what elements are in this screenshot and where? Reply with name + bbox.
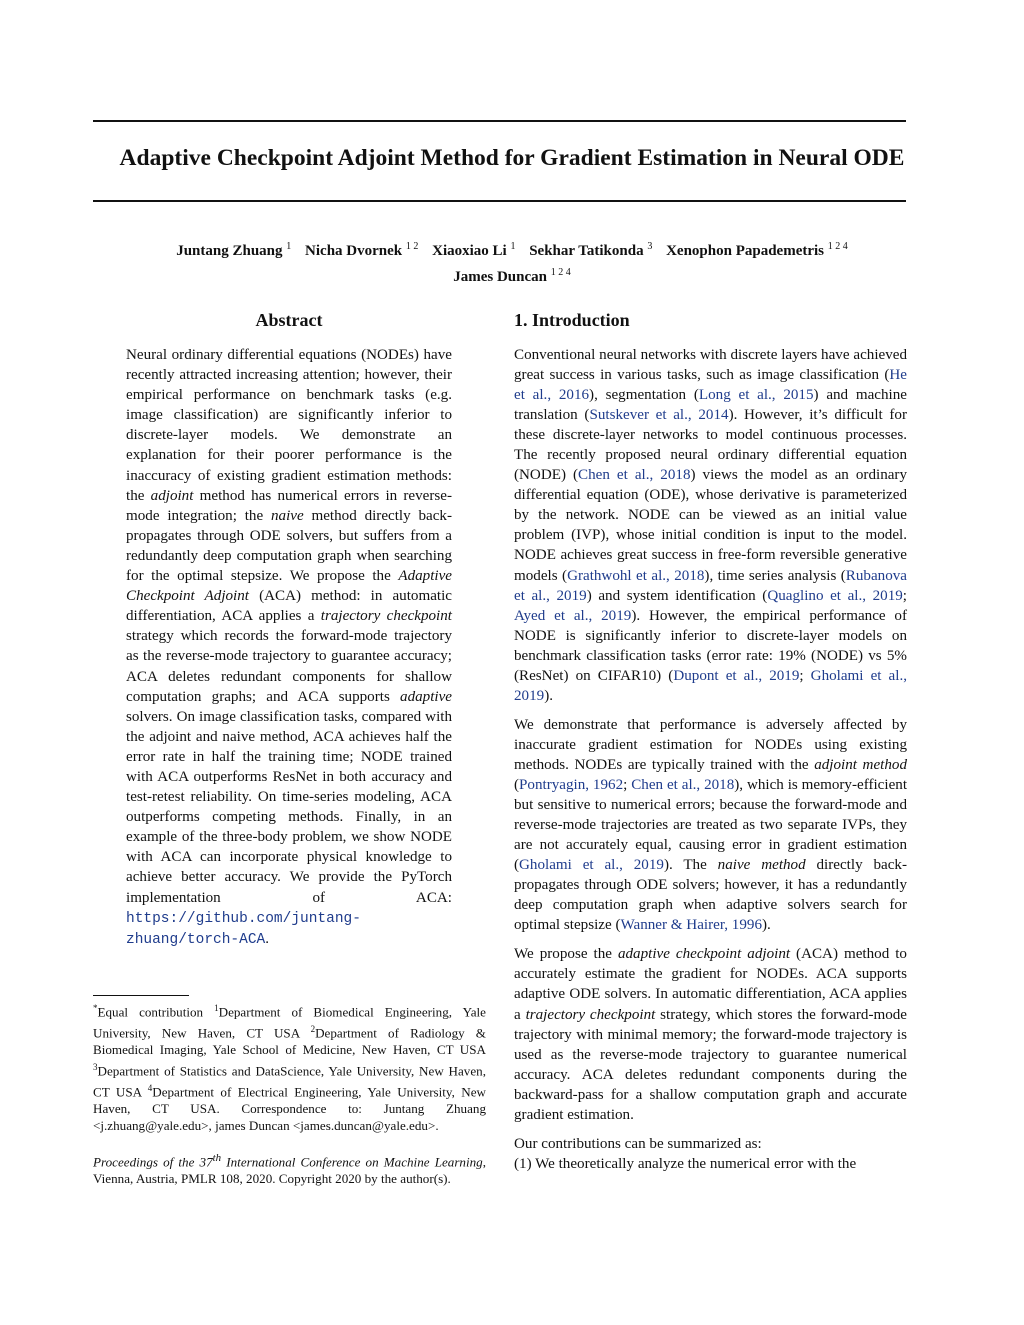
author-name: Nicha Dvornek: [305, 243, 403, 259]
author: [529, 243, 652, 259]
title-rule-bottom: [93, 200, 906, 202]
abstract-text: .: [265, 930, 270, 947]
intro-text: Our contributions can be summarized as:: [514, 1135, 762, 1152]
author: [176, 243, 291, 259]
proceedings-emphasis: International Conference on Machine Learning: [221, 1154, 483, 1170]
abstract-emphasis: trajectory checkpoint: [320, 608, 452, 625]
citation-link[interactable]: Grathwohl et al., 2018: [567, 567, 705, 584]
intro-text: (ACA) method to accurately estimate the gradient for NODEs. ACA supports adaptive ODE solvers. In automatic differentiation, ACA applies a: [514, 946, 907, 1023]
footnote-marker: *: [93, 1003, 98, 1013]
intro-text: ).: [544, 687, 553, 704]
abstract-heading: Abstract: [255, 310, 323, 330]
intro-emphasis: trajectory checkpoint: [525, 1006, 656, 1023]
citation-link[interactable]: Dupont et al., 2019: [673, 667, 800, 684]
proceedings-text: , Vienna, Austria, PMLR 108, 2020. Copyright 2020 by the author(s).: [93, 1154, 486, 1187]
intro-emphasis: adaptive checkpoint adjoint: [617, 946, 791, 963]
author: [666, 243, 848, 259]
intro-text: We demonstrate that performance is adversely affected by inaccurate gradient estimation for NODEs using existing methods. NODEs are typically trained with the: [514, 716, 907, 773]
footnote-marker: 2: [310, 1024, 316, 1035]
intro-emphasis: adjoint method: [814, 756, 907, 773]
intro-text: ) views the model as an ordinary differential equation (ODE), whose derivative is parameterized by the network. NODE can be viewed as an initial value problem (IVP), whose initial condition is input to the model. NODE achieves great success in free-form reversible generative models (: [514, 467, 908, 584]
github-link[interactable]: https://github.com/juntang-zhuang/torch-ACA: [126, 910, 361, 948]
intro-text: ). However, the empirical performance of NODE is significantly inferior to discrete-layer models on benchmark classification tasks (error rate: 19% (NODE) vs 5% (ResNet) on CIFAR10) (: [514, 607, 907, 684]
abstract-text: solvers. On image classification tasks, compared with the adjoint and naive method, ACA achieves half the error rate in half the training time; NODE trained with ACA outperforms ResNet in both accuracy and test-retest reliability. On time-series modeling, ACA outperforms competing methods. Finally, in an example of the three-body problem, we show NODE with ACA can incorporate physical knowledge to achieve better accuracy. We provide the PyTorch implementation of ACA:: [126, 708, 452, 906]
intro-text: directly back-propagates through ODE solvers; however, it has a redundantly deep computation graph when adaptive solvers search for optimal stepsize (: [514, 857, 907, 934]
citation-link[interactable]: Rubanova et al., 2019: [514, 567, 907, 604]
intro-paragraph: [514, 1134, 907, 1174]
abstract-emphasis: Adaptive Checkpoint Adjoint: [126, 568, 452, 605]
citation-link[interactable]: Ayed et al., 2019: [514, 607, 632, 624]
abstract-emphasis: adaptive: [400, 688, 452, 705]
intro-text: ). The: [663, 857, 718, 874]
intro-text: ;: [902, 587, 907, 604]
title-rule-top: [93, 120, 906, 122]
footnote-rule: [93, 995, 189, 996]
citation-link[interactable]: Chen et al., 2018: [578, 467, 691, 484]
author-affiliation: 1 2 4: [827, 241, 848, 252]
author-list: [60, 236, 964, 288]
citation-link[interactable]: Long et al., 2015: [698, 387, 814, 404]
footnote-text: Equal contribution: [97, 1004, 215, 1020]
intro-text: ). However, it’s difficult for these discrete-layer networks to model continuous processes. The recently proposed neural ordinary differential equation (NODE) (: [514, 407, 908, 484]
author-name: Xiaoxiao Li: [432, 243, 507, 259]
intro-text: ) and system identification (: [586, 587, 768, 604]
citation-link[interactable]: Pontryagin, 1962: [519, 776, 624, 793]
intro-paragraph: [514, 345, 907, 706]
footnote-text: Department of Statistics and DataScience, Yale University, New Haven, CT USA: [93, 1063, 486, 1100]
author-affiliation: 3: [647, 241, 653, 252]
introduction-heading: 1. Introduction: [514, 310, 630, 330]
intro-text: Conventional neural networks with discrete layers have achieved great success in various tasks, such as image classification (: [514, 347, 907, 384]
footnote-text: Department of Radiology & Biomedical Imaging, Yale School of Medicine, New Haven, CT USA: [93, 1025, 486, 1058]
introduction-section: [514, 310, 907, 1183]
author: [453, 269, 571, 285]
citation-link[interactable]: Wanner & Hairer, 1996: [620, 917, 762, 934]
intro-text: ), time series analysis (: [704, 567, 846, 584]
intro-paragraph: [514, 944, 907, 1124]
footnote-marker: 3: [93, 1062, 98, 1073]
intro-emphasis: naive method: [717, 857, 806, 874]
citation-link[interactable]: Quaglino et al., 2019: [767, 587, 903, 604]
abstract-body: [126, 345, 452, 950]
author-affiliation: 1 2 4: [550, 267, 571, 278]
intro-paragraph: [514, 715, 907, 936]
footnote-marker: 4: [147, 1083, 153, 1094]
introduction-body: [514, 345, 907, 1174]
intro-text: ), which is memory-efficient but sensitive to numerical errors; because the forward-mode and reverse-mode trajectories are treated as two separate IVPs, they are not accurately equal, causing error in gradient estimation (: [514, 776, 908, 874]
citation-link[interactable]: He et al., 2016: [514, 367, 907, 404]
author-name: Sekhar Tatikonda: [529, 243, 644, 259]
author: [432, 243, 515, 259]
affiliation-footnote: [93, 1000, 486, 1135]
author-affiliation: 1: [286, 241, 292, 252]
proceedings-emphasis: th: [212, 1152, 222, 1164]
intro-text: ) and machine translation (: [514, 387, 907, 424]
abstract-emphasis: adjoint: [150, 487, 194, 504]
abstract-text: (ACA) method: in automatic differentiation, ACA applies a: [126, 588, 452, 625]
intro-text: We propose the: [514, 946, 618, 963]
intro-text: ;: [799, 667, 811, 684]
citation-link[interactable]: Sutskever et al., 2014: [589, 407, 729, 424]
citation-link[interactable]: Gholami et al., 2019: [519, 857, 664, 874]
intro-text: ;: [623, 776, 632, 793]
abstract-section: [126, 310, 452, 950]
intro-text: (1) We theoretically analyze the numerical error with the: [514, 1155, 857, 1172]
footnote-text: Department of Biomedical Engineering, Yale University, New Haven, CT USA: [93, 1004, 486, 1041]
proceedings-emphasis: Proceedings of the 37: [93, 1154, 213, 1170]
citation-link[interactable]: Gholami et al., 2019: [514, 667, 907, 704]
author: [305, 243, 418, 259]
author-name: Xenophon Papademetris: [666, 243, 825, 259]
abstract-text: method directly back-propagates through ODE solvers, but suffers from a redundantly deep computation graph when searching for the optimal stepsize. We propose the: [126, 507, 452, 585]
paper-title: Adaptive Checkpoint Adjoint Method for Gradient Estimation in Neural ODE: [119, 145, 905, 171]
proceedings-note: [93, 1150, 486, 1188]
footnote-marker: 1: [214, 1003, 219, 1013]
intro-text: ), segmentation (: [589, 387, 699, 404]
author-name: James Duncan: [453, 269, 547, 285]
footnote-text: Department of Electrical Engineering, Yale University, New Haven, CT USA. Correspondence to: Juntang Zhuang <j.zhuang@yale.edu>, james Duncan <james.duncan@yale.edu>.: [93, 1084, 486, 1134]
abstract-emphasis: naive: [270, 507, 304, 524]
citation-link[interactable]: Chen et al., 2018: [631, 776, 735, 793]
intro-text: strategy, which stores the forward-mode trajectory with minimal memory; the forward-mode trajectory is used as the reverse-mode trajectory to guarantee numerical accuracy. ACA deletes redundant components during the backward-pass for a shallow computation graph and accurate gradient estimation.: [514, 1006, 908, 1123]
intro-text: (: [514, 776, 520, 793]
abstract-text: method has numerical errors in reverse-mode integration; the: [126, 487, 452, 524]
abstract-text: strategy which records the forward-mode trajectory as the reverse-mode trajectory to guarantee accuracy; ACA deletes redundant components for shallow computation graphs; and ACA supports: [126, 628, 452, 705]
author-affiliation: 1: [510, 241, 516, 252]
author-affiliation: 1 2: [405, 241, 419, 252]
author-name: Juntang Zhuang: [176, 243, 283, 259]
intro-text: ).: [762, 917, 771, 934]
abstract-text: Neural ordinary differential equations (NODEs) have recently attracted increasing attention; however, their empirical performance on benchmark tasks (e.g. image classification) are significantly inferior to discrete-layer models. We demonstrate an explanation for their poorer performance is the inaccuracy of existing gradient estimation methods: the: [126, 347, 452, 504]
